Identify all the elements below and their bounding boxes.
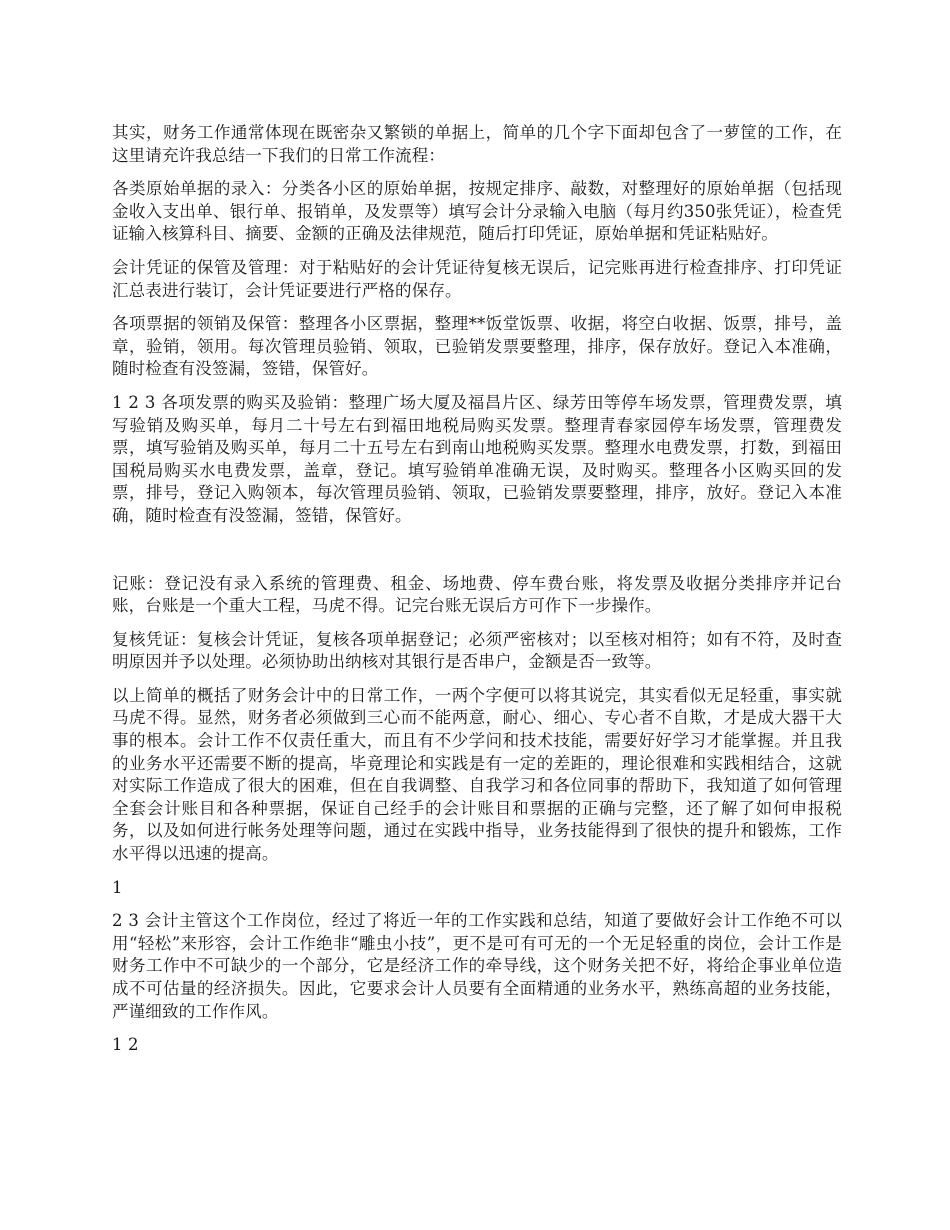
paragraph-number-marker-end: 1 2 — [112, 1035, 139, 1055]
paragraph-receipt-management: 各项票据的领销及保管：整理各小区票据，整理**饭堂饭票、收据，将空白收据、饭票，排号，盖章，验销，领用。每次管理员验销、领取，已验销发票要整理，排序，保存放好。登记入本准确，随时检查有没签漏，签错，保管好。 — [112, 314, 842, 379]
paragraph-bookkeeping: 记账：登记没有录入系统的管理费、租金、场地费、停车费台账，将发票及收据分类排序并记台账，台账是一个重大工程，马虎不得。记完台账无误后方可作下一步操作。 — [112, 573, 842, 616]
paragraph-intro: 其实，财务工作通常体现在既密杂又繁锁的单据上，简单的几个字下面却包含了一萝筐的工作，在这里请充许我总结一下我们的日常工作流程： — [112, 123, 842, 165]
paragraph-review: 复核凭证：复核会计凭证，复核各项单据登记；必须严密核对；以至核对相符；如有不符，及时查明原因并予以处理。必须协助出纳核对其银行是否串户，金额是否一致等。 — [112, 629, 842, 672]
paragraph-voucher-entry: 各类原始单据的录入：分类各小区的原始单据，按规定排序、敲数，对整理好的原始单据（包括现金收入支出单、银行单、报销单，及发票等）填写会计分录输入电脑（每月约350张凭证），检查凭证输入核算科目、摘要、金额的正确及法律规范，随后打印凭证，原始单据和凭证粘贴好。 — [112, 179, 842, 244]
paragraph-summary: 以上简单的概括了财务会计中的日常工作，一两个字便可以将其说完，其实看似无足轻重，事实就马虎不得。显然，财务者必须做到三心而不能两意，耐心、细心、专心者不自欺，才是成大器干大事的根本。会计工作不仅责任重大，而且有不少学问和技术技能，需要好好学习才能掌握。并且我的业务水平还需要不断的提高，毕竟理论和实践是有一定的差距的，理论很难和实践相结合，这就对实际工作造成了很大的困难，但在自我调整、自我学习和各位同事的帮助下，我知道了如何管理全套会计账目和各种票据，保证自己经手的会计账目和票据的正确与完整，还了解了如何申报税务，以及如何进行帐务处理等问题，通过在实践中指导，业务技能得到了很快的提升和锻炼，工作水平得以迅速的提高。 — [112, 685, 842, 864]
blank-gap — [112, 539, 842, 573]
paragraph-number-marker: 1 — [112, 877, 123, 897]
document-body — [112, 122, 842, 1068]
paragraph-voucher-custody: 会计凭证的保管及管理：对于粘贴好的会计凭证待复核无误后，记完账再进行检查排序、打印凭证汇总表进行装订，会计凭证要进行严格的保存。 — [112, 257, 842, 300]
paragraph-invoice-purchase: 1 2 3 各项发票的购买及验销：整理广场大厦及福昌片区、绿芳田等停车场发票，管理费发票，填写验销及购买单，每月二十号左右到福田地税局购买发票。整理青春家园停车场发票，管理费发票，填写验销及购买单，每月二十五号左右到南山地税购买发票。整理水电费发票，打数，到福田国税局购买水电费发票，盖章，登记。填写验销单准确无误，及时购买。整理各小区购买回的发票，排号，登记入购领本，每次管理员验销、领取，已验销发票要整理，排序，放好。登记入本准确，随时检查有没签漏，签错，保管好。 — [112, 392, 842, 525]
paragraph-supervisor-role: 2 3 会计主管这个工作岗位，经过了将近一年的工作实践和总结，知道了要做好会计工作绝不可以用“轻松”来形容，会计工作绝非“雕虫小技”，更不是可有可无的一个无足轻重的岗位，会计工作是财务工作中不可缺少的一个部分，它是经济工作的牵导线，这个财务关把不好，将给企事业单位造成不可估量的经济损失。因此，它要求会计人员要有全面精通的业务水平，熟练高超的业务技能，严谨细致的工作作风。 — [112, 911, 842, 1021]
